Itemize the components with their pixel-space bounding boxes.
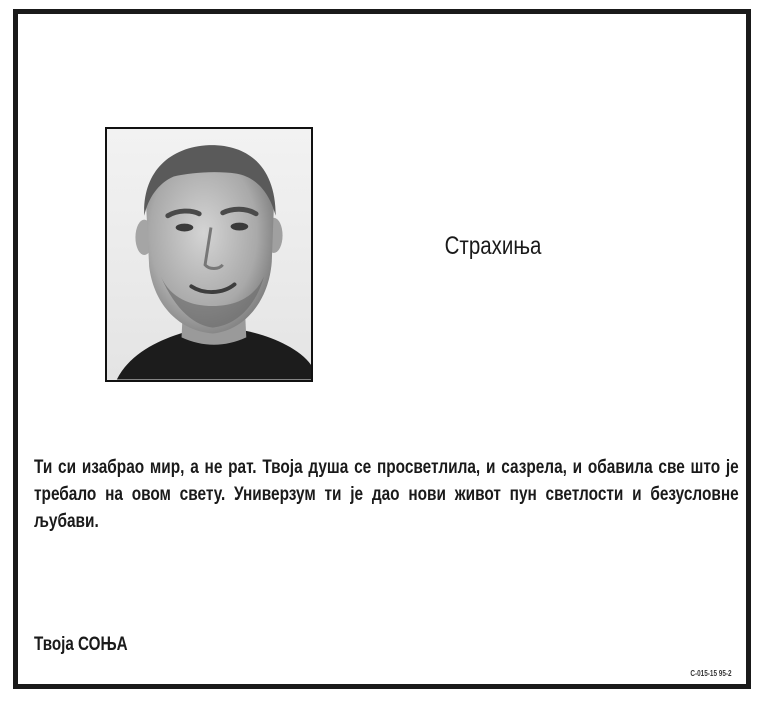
- memorial-notice-frame: [13, 9, 751, 689]
- portrait-photo: [105, 127, 313, 382]
- memorial-message: [34, 454, 740, 535]
- deceased-name: Страхиња: [444, 232, 542, 260]
- memorial-message-text: Ти си изабрао мир, а не рат. Твоја душа се просветлила, и сазрела, и обавила све што је требало на овом свету. Универзум ти је дао нови живот пун светлости и безусловне љубави.: [34, 457, 739, 532]
- portrait-image: [107, 129, 311, 380]
- signature: Твоја СОЊА: [34, 634, 128, 655]
- ad-code: C-015-15 95-2: [690, 669, 732, 678]
